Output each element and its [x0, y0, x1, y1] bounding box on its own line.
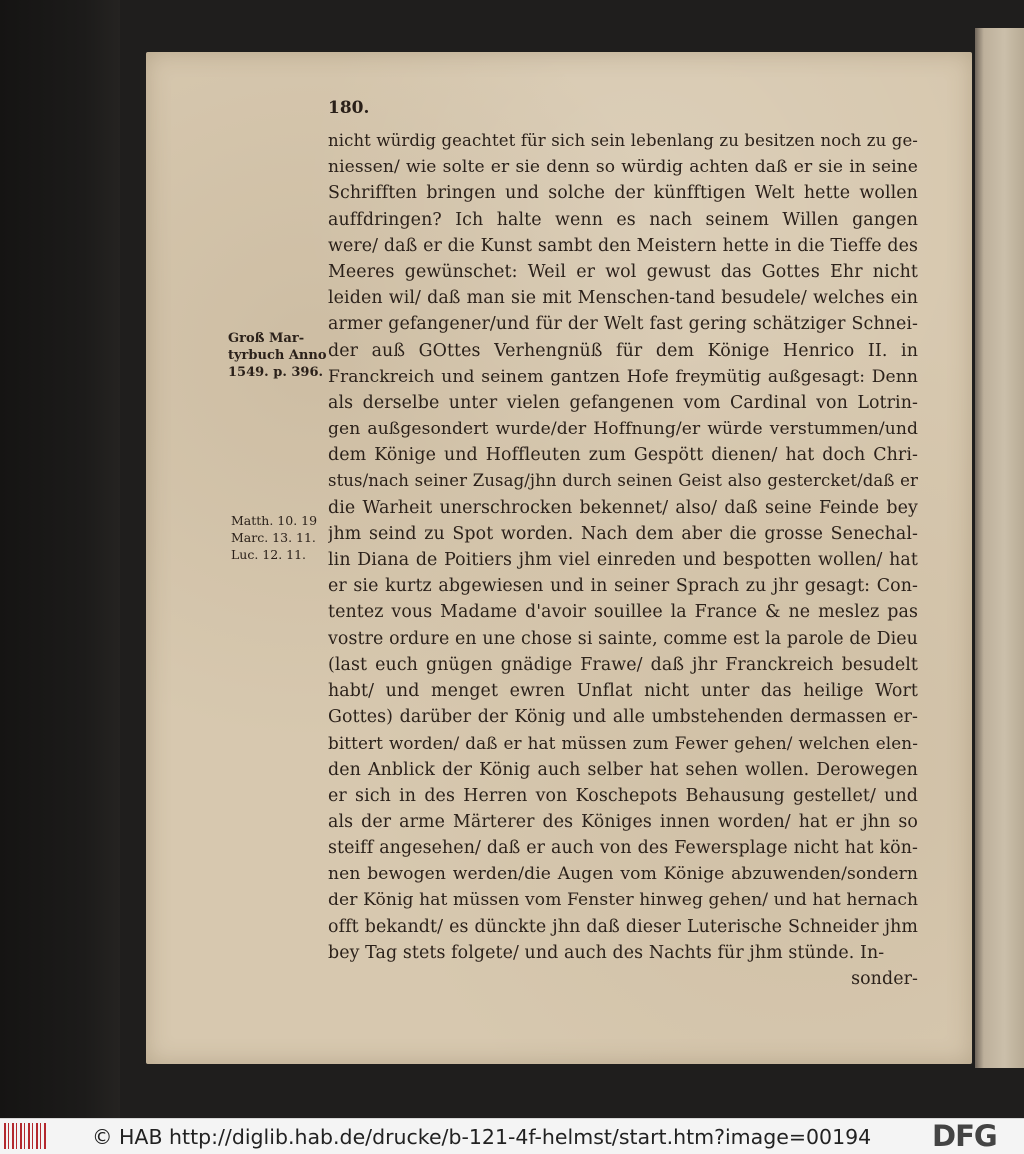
text-line: als der arme Märterer des Königes innen worden/ hat er jhn so — [328, 811, 918, 832]
marginal-note-scripture — [231, 512, 317, 563]
text-line: lin Diana de Poitiers jhm viel einreden und bespotten wollen/ hat — [328, 550, 918, 570]
text-line: die Warheit unerschrocken bekennet/ also/ daß seine Feinde bey — [328, 497, 918, 518]
text-line: Franckreich und seinem gantzen Hofe freymütig außgesagt: Denn — [328, 366, 918, 387]
marginal-line: Matth. 10. 19 — [231, 513, 318, 528]
text-line: Schrifften bringen und solche der künfftigen Welt hette wollen — [328, 183, 918, 204]
text-line: er sich in des Herren von Koschepots Behausung gestellet/ und — [328, 785, 918, 806]
marginal-line: Marc. 13. 11. — [231, 530, 316, 545]
text-line: stus/nach seiner Zusag/jhn durch seinen Geist also gestercket/daß er — [328, 471, 918, 491]
text-line: bittert worden/ daß er hat müssen zum Fewer gehen/ welchen elen- — [328, 733, 918, 754]
catchword: sonder- — [851, 969, 918, 989]
text-line: leiden wil/ daß man sie mit Menschen-tand besudele/ welches ein — [328, 288, 918, 309]
text-line: vostre ordure en une chose si sainte, comme est la parole de Dieu — [328, 628, 918, 649]
text-line: (last euch gnügen gnädige Frawe/ daß jhr Franckreich besudelt — [328, 654, 918, 675]
marginal-line: 1549. p. 396. — [228, 365, 324, 380]
copyright-link[interactable]: © HAB http://diglib.hab.de/drucke/b-121-4f-helmst/start.htm?image=00194 — [92, 1125, 872, 1149]
text-line: Gottes) darüber der König und alle umbstehenden dermassen er- — [328, 707, 918, 728]
text-line: der auß GOttes Verhengnüß für dem Könige Henrico II. in — [328, 340, 918, 361]
text-line: als derselbe unter vielen gefangenen vom Cardinal von Lotrin- — [328, 392, 918, 413]
text-line: niessen/ wie solte er sie denn so würdig achten daß er sie in seine — [328, 157, 918, 178]
text-line: jhm seind zu Spot worden. Nach dem aber die grosse Senechal- — [328, 523, 918, 544]
text-line: nicht würdig geachtet für sich sein lebenlang zu besitzen noch zu ge- — [328, 131, 918, 150]
text-line: bey Tag stets folgete/ und auch des Nachts für jhm stünde. In- — [328, 942, 885, 963]
text-line: auffdringen? Ich halte wenn es nach seinem Willen gangen — [328, 209, 918, 230]
text-line: dem Könige und Hoffleuten zum Gespött dienen/ hat doch Chri- — [328, 445, 918, 466]
marginal-line: tyrbuch Anno — [228, 348, 327, 363]
adjacent-page-edge — [975, 28, 1024, 1068]
text-line: Meeres gewünschet: Weil er wol gewust das Gottes Ehr nicht — [328, 261, 918, 282]
marginal-line: Luc. 12. 11. — [231, 547, 307, 562]
body-text — [328, 128, 918, 992]
text-line: armer gefangener/und für der Welt fast gering schätziger Schnei- — [328, 314, 918, 335]
text-line: steiff angesehen/ daß er auch von des Fewersplage nicht hat kön- — [328, 838, 918, 859]
text-line: were/ daß er die Kunst sambt den Meistern hette in die Tieffe des — [328, 235, 918, 256]
text-line: den Anblick der König auch selber hat sehen wollen. Derowegen — [328, 759, 918, 780]
book-cover-edge — [0, 0, 120, 1118]
marginal-note-martyrbuch — [228, 330, 327, 381]
text-line: gen außgesondert wurde/der Hoffnung/er würde verstummen/und — [328, 419, 918, 440]
dfg-logo: DFG — [932, 1119, 997, 1153]
text-line: habt/ und menget ewren Unflat nicht unter das heilige Wort — [328, 680, 918, 701]
text-line: der König hat müssen vom Fenster hinweg gehen/ und hat hernach — [328, 890, 918, 911]
text-line: nen bewogen werden/die Augen vom Könige abzuwenden/sondern — [328, 864, 918, 885]
page-number: 180. — [328, 98, 370, 118]
text-line: tentez vous Madame d'avoir souillee la France & ne meslez pas — [328, 602, 918, 623]
marginal-line: Groß Mar- — [228, 331, 305, 346]
viewer-footer — [0, 1118, 1024, 1154]
text-line: offt bekandt/ es dünckte jhn daß dieser Luterische Schneider jhm — [328, 916, 918, 937]
text-line: er sie kurtz abgewiesen und in seiner Sprach zu jhr gesagt: Con- — [328, 576, 918, 597]
hab-barcode-logo-icon — [4, 1123, 48, 1149]
